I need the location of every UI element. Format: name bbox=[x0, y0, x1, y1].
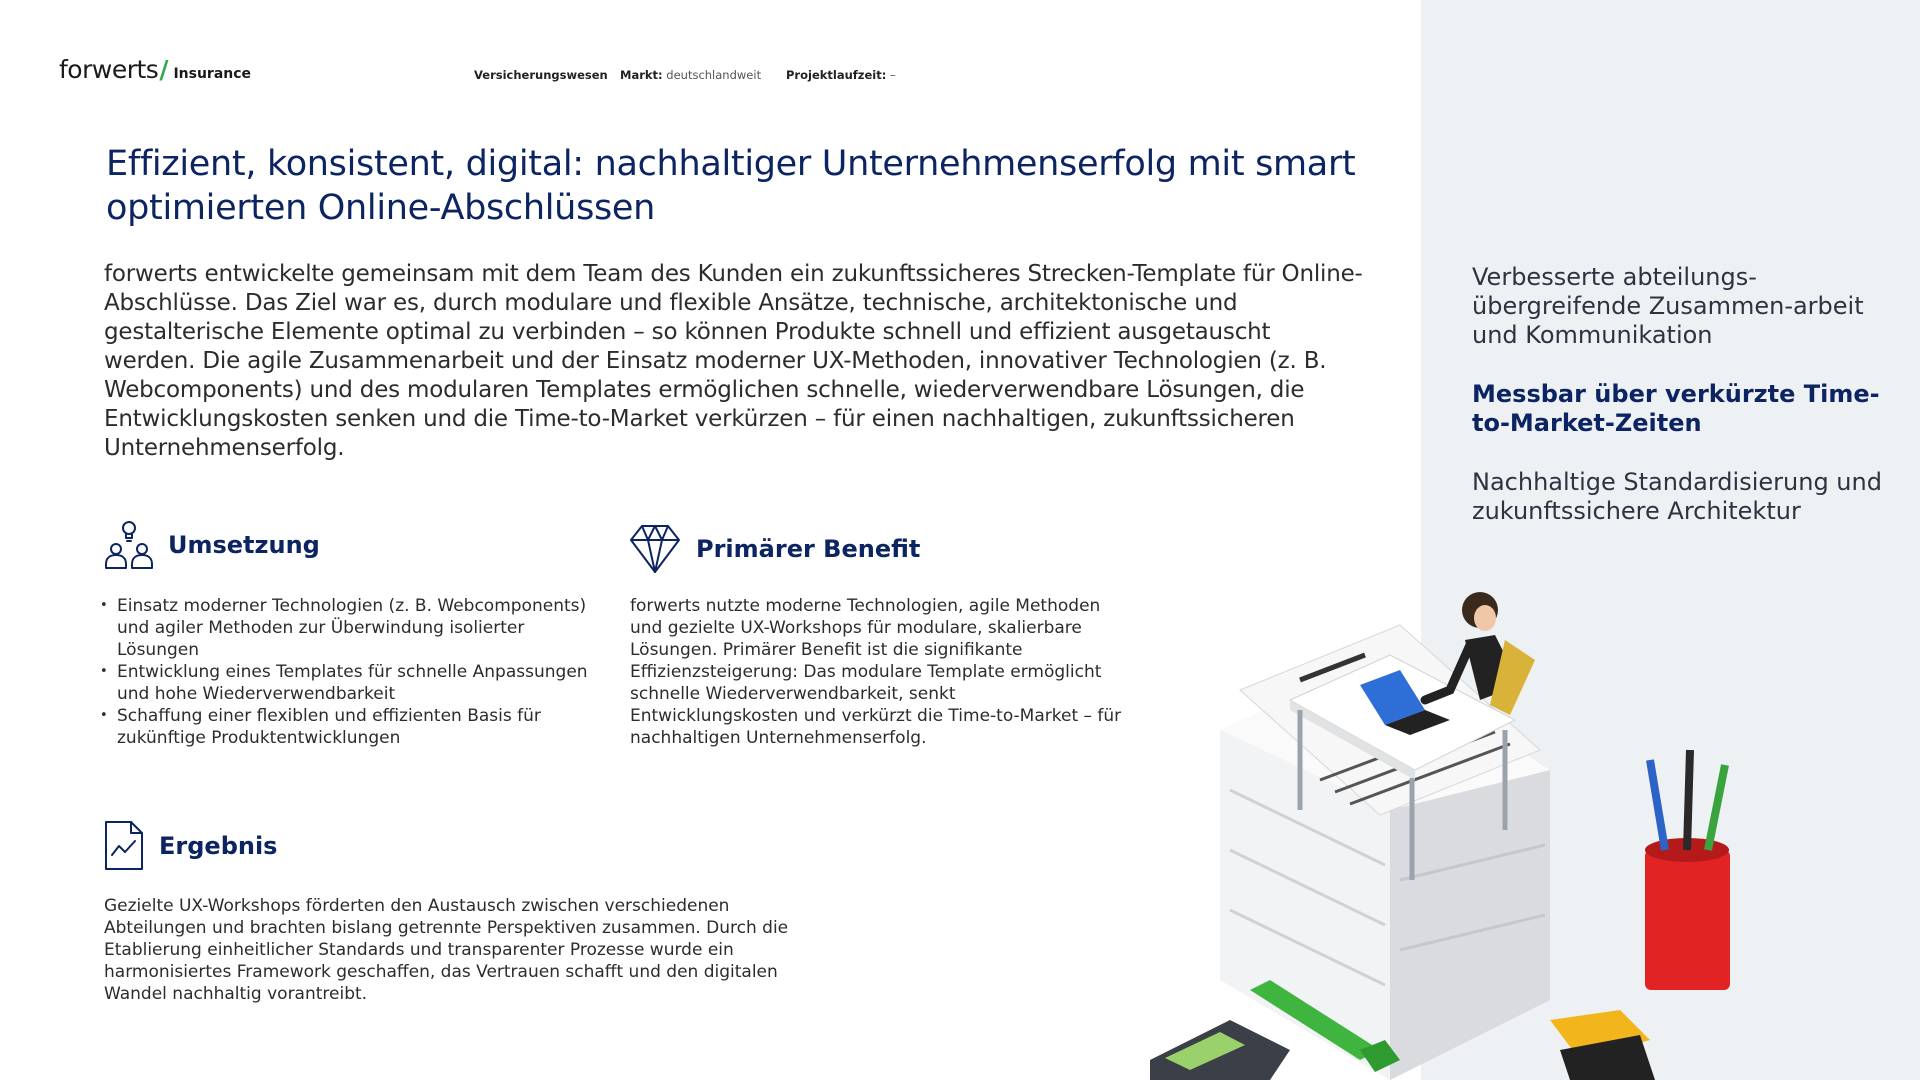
page-title: Effizient, konsistent, digital: nachhaltiger Unternehmenserfolg mit smart optimierten Online-Abschlüssen bbox=[106, 144, 1356, 228]
logo-subtitle: Insurance bbox=[173, 66, 252, 82]
meta-duration: Projektlaufzeit: – bbox=[786, 68, 896, 82]
intro-paragraph: forwerts entwickelte gemeinsam mit dem Team des Kunden ein zukunftssicheres Strecken-Template für Online-Abschlüsse. Das Ziel war es, durch modulare und flexible Ansätze, technische, architektonische und gestalterische Elemente optimal zu verbinden – so können Produkte schnell und effizient ausgetauscht werden. Die agile Zusammenarbeit und der Einsatz moderner UX-Methoden, innovativer Technologien (z. B. Webcomponents) und des modularen Templates ermöglichen schnelle, wiederverwendbare Lösungen, die Entwicklungskosten senken und die Time-to-Market verkürzen – für einen nachhaltigen, zukunftssicheren Unternehmenserfolg. bbox=[104, 261, 1363, 461]
pencil-cup bbox=[1645, 750, 1730, 990]
section-ergebnis-heading bbox=[104, 820, 277, 871]
umsetzung-list bbox=[100, 595, 600, 749]
stapler bbox=[1550, 1010, 1655, 1080]
calculator bbox=[1150, 1020, 1290, 1080]
section-umsetzung-heading bbox=[104, 519, 320, 570]
diamond-icon bbox=[629, 524, 681, 574]
side-benefit-1: Verbesserte abteilungs-übergreifende Zusammen-arbeit und Kommunikation bbox=[1472, 263, 1864, 349]
brand-logo[interactable] bbox=[59, 55, 251, 84]
meta-market: Markt: deutschlandweit bbox=[620, 68, 762, 82]
side-benefit-3: Nachhaltige Standardisierung und zukunftssichere Architektur bbox=[1472, 468, 1882, 525]
list-item: • Entwicklung eines Templates für schnelle Anpassungen und hohe Wiederverwendbarkeit bbox=[100, 661, 600, 705]
benefit-paragraph: forwerts nutzte moderne Technologien, agile Methoden und gezielte UX-Workshops für modulare, skalierbare Lösungen. Primärer Benefit ist die signifikante Effizienzsteigerung: Das modulare Template ermöglicht schnelle Wiederverwendbarkeit, senkt Entwicklungskosten und verkürzt die Time-to-Market – für nachhaltigen Unternehmenserfolg. bbox=[630, 596, 1122, 748]
list-item: • Einsatz moderner Technologien (z. B. Webcomponents) und agiler Methoden zur Überwindung isolierter Lösungen bbox=[100, 595, 600, 661]
logo-wordmark: forwerts bbox=[59, 55, 159, 84]
office-illustration bbox=[1150, 580, 1830, 1080]
person bbox=[1425, 592, 1535, 715]
team-idea-icon bbox=[104, 519, 154, 570]
document-chart-icon bbox=[104, 820, 144, 871]
ergebnis-paragraph: Gezielte UX-Workshops förderten den Austausch zwischen verschiedenen Abteilungen und brachten bislang getrennte Perspektiven zusammen. Durch die Etablierung einheitlicher Standards und transparenter Prozesse wurde ein harmonisiertes Framework geschaffen, das Vertrauen schafft und den digitalen Wandel nachhaltig vorantreibt. bbox=[104, 896, 789, 1004]
side-benefit-2: Messbar über verkürzte Time-to-Market-Zeiten bbox=[1472, 380, 1880, 437]
section-benefit-heading bbox=[629, 524, 920, 574]
logo-slash: / bbox=[159, 55, 169, 84]
section-umsetzung-title: Umsetzung bbox=[168, 530, 320, 559]
list-item: • Schaffung einer flexiblen und effizienten Basis für zukünftige Produktentwicklungen bbox=[100, 705, 600, 749]
section-ergebnis-title: Ergebnis bbox=[159, 831, 278, 860]
meta-industry: Versicherungswesen bbox=[474, 68, 608, 82]
section-benefit-title: Primärer Benefit bbox=[696, 535, 921, 563]
